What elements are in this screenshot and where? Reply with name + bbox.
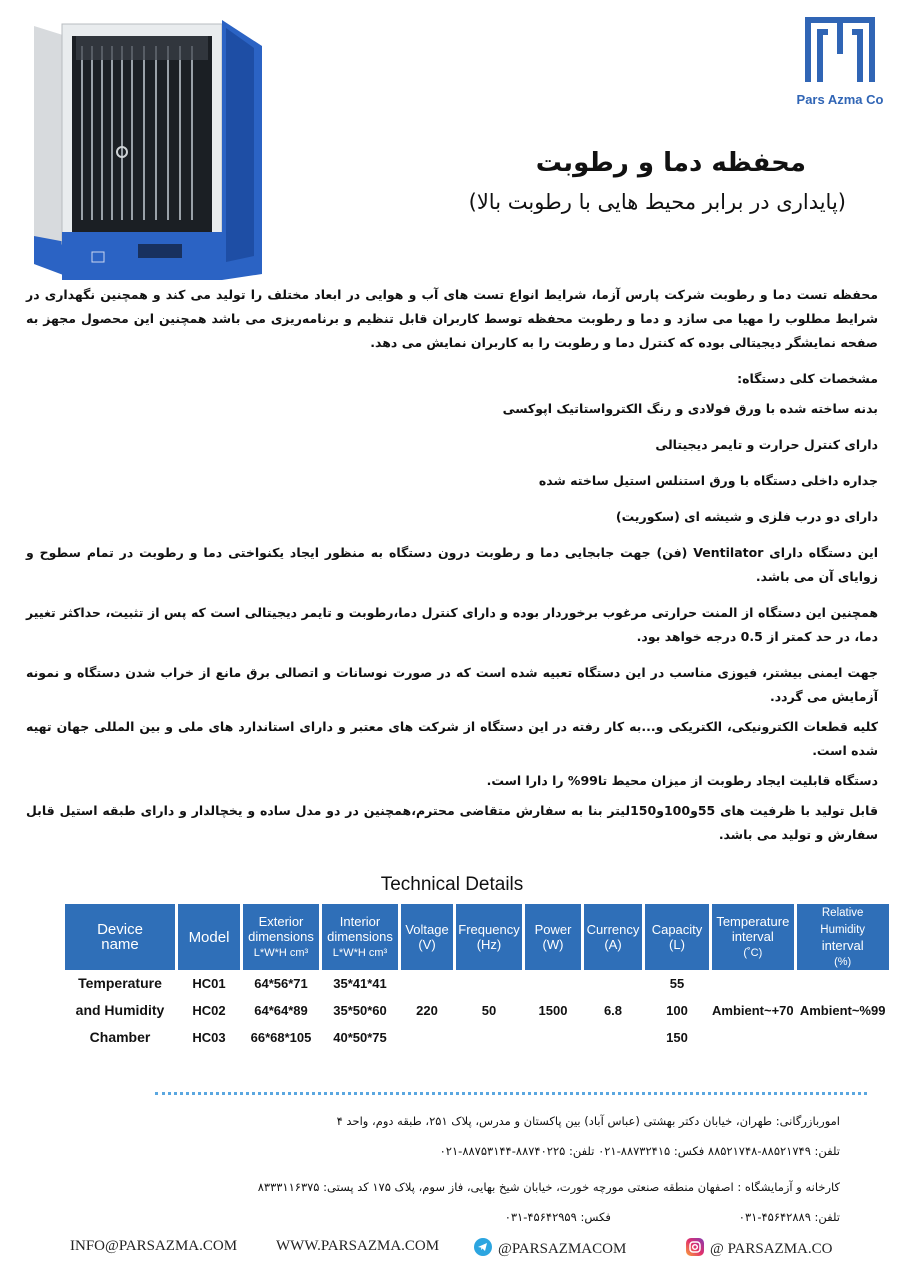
capacity-cell: 150 (666, 1030, 688, 1045)
col-capacity: Capacity (L) (645, 904, 709, 970)
email-link[interactable]: INFO@PARSAZMA.COM (70, 1238, 238, 1254)
website-link[interactable]: WWW.PARSAZMA.COM (276, 1238, 440, 1254)
model-cell: HC01 (192, 976, 226, 991)
table-header-row (65, 904, 889, 970)
factory-address: کارخانه و آزمایشگاه : اصفهان منطقه صنعتی مورچه خورت، خیابان شیخ بهایی، فاز سوم، پلاک ۱۷۵ کد پستی: ۸۳۳۳۱۱۶۳۷۵ (257, 1180, 840, 1194)
exterior-cell: 64*64*89 (254, 1003, 308, 1018)
interior-cell: 40*50*75 (333, 1030, 387, 1045)
model-cell: HC03 (192, 1030, 226, 1045)
col-frequency: Frequency (Hz) (456, 904, 522, 970)
col-temperature: Temperature interval (˚C) (712, 904, 794, 970)
col-voltage: Voltage (V) (401, 904, 453, 970)
page-title: محفظه دما و رطوبت (535, 148, 806, 178)
ventilator-paragraph: این دستگاه دارای Ventilator (فن) جهت جابجایی دما و رطوبت درون دستگاه به منظور ایجاد یکنواختی دما و رطوبت در تمام سطوح و زوایای آن می باشد. (26, 545, 878, 584)
col-interior: Interior dimensions L*W*H cm³ (322, 904, 398, 970)
table-title: Technical Details (380, 874, 524, 895)
logo-mark-icon (800, 14, 880, 86)
heater-paragraph: همچنین این دستگاه از المنت حرارتی مرغوب برخوردار بوده و دارای کنترل دما،رطوبت و تایمر دیجیتالی است که پس از تثبیت، حداکثر تغییر دما، در حد کمتر از 0.5 درجه خواهد بود. (26, 605, 878, 644)
voltage-cell: 220 (416, 1003, 438, 1018)
col-device-name: Device name (65, 904, 175, 970)
interior-cell: 35*41*41 (333, 976, 387, 991)
capacity-cell: 100 (666, 1003, 688, 1018)
capacity-cell: 55 (669, 976, 685, 991)
exterior-cell: 64*56*71 (254, 976, 308, 991)
spec-item: دارای کنترل حرارت و تایمر دیجیتالی (655, 437, 878, 452)
page-subtitle: (پایداری در برابر محیط هایی با رطوبت بالا) (468, 190, 846, 214)
frequency-cell: 50 (481, 1003, 497, 1018)
temperature-cell: Ambient~+70 (712, 1003, 794, 1018)
currency-cell: 6.8 (603, 1003, 623, 1018)
company-logo (788, 14, 892, 124)
product-image (26, 6, 266, 286)
dotted-divider (155, 1092, 867, 1095)
model-cell: HC02 (192, 1003, 226, 1018)
interior-cell: 35*50*60 (333, 1003, 387, 1018)
telegram-icon (474, 1238, 492, 1256)
telegram-handle: @PARSAZMACOM (498, 1241, 627, 1257)
col-humidity: Relative Humidity interval (%) (797, 904, 889, 970)
spec-table (62, 904, 892, 1051)
col-power: Power (W) (525, 904, 581, 970)
device-name-cell: Temperature and Humidity Chamber (75, 975, 165, 1045)
spec-item: بدنه ساخته شده با ورق فولادی و رنگ الکترواستاتیک اپوکسی (502, 401, 878, 416)
humidity-cell: Ambient~%99 (799, 1003, 886, 1018)
office-phones: تلفن: ۸۸۵۲۱۷۴۹-۸۸۵۲۱۷۴۸ فکس: ۸۸۷۳۲۴۱۵-۰۲۱ تلفن: ۸۸۷۴۰۲۲۵-۸۸۷۵۳۱۴۴-۰۲۱ (439, 1144, 840, 1158)
col-exterior: Exterior dimensions L*W*H cm³ (243, 904, 319, 970)
spec-item: جداره داخلی دستگاه با ورق استنلس استیل ساخته شده (538, 473, 878, 488)
instagram-icon (686, 1238, 704, 1256)
power-cell: 1500 (538, 1003, 568, 1018)
capacity-paragraph: قابل تولید با ظرفیت های 55و100و150لیتر بنا به سفارش متقاضی محترم،همچنین در دو مدل ساده و یخچالدار و دارای طبقه استیل قابل سفارش و تولید می باشد. (26, 803, 878, 842)
exterior-cell: 66*68*105 (250, 1030, 312, 1045)
telegram-link[interactable] (474, 1238, 626, 1258)
col-model: Model (178, 904, 240, 970)
col-currency: Currency (A) (584, 904, 642, 970)
table-row (65, 970, 889, 997)
logo-text: Pars Azma Co (796, 92, 884, 107)
humidity-paragraph: دستگاه قابلیت ایجاد رطوبت از میزان محیط تا99% را دارا است. (486, 773, 878, 788)
instagram-handle: @ PARSAZMA.CO (710, 1241, 833, 1257)
parts-paragraph: کلیه قطعات الکترونیکی، الکتریکی و...به کار رفته در این دستگاه از شرکت های معتبر و دارای استاندارد های ملی و بین المللی جهان تهیه شده است. (26, 719, 878, 758)
intro-paragraph: محفظه تست دما و رطوبت شرکت پارس آزما، شرایط انواع تست های آب و هوایی در ابعاد مختلف را تولید می کند و همچنین نگهداری در شرایط مطلوب را مهیا می سازد و دما و رطوبت محفظه توسط کاربران قابل تنظیم و برنامه‌ریزی می باشد همچنین این محصول مجهز به صفحه نمایشگر دیجیتالی بوده که کنترل دما و رطوبت را به کاربران نمایش می دهد. (26, 287, 878, 350)
office-address: اموربازرگانی: طهران، خیابان دکتر بهشتی (عباس آباد) بین پاکستان و مدرس، پلاک ۲۵۱، طبقه دوم، واحد ۴ (336, 1114, 840, 1128)
safety-paragraph: جهت ایمنی بیشتر، فیوزی مناسب در این دستگاه تعبیه شده است که در صورت نوسانات و اتصالی برق مانع از خراب شدن دستگاه و نمونه آزمایش می گردد. (26, 665, 878, 704)
description (26, 283, 904, 859)
factory-phones: تلفن: ۴۵۶۴۲۸۸۹-۰۳۱ فکس: ۴۵۶۴۲۹۵۹-۰۳۱ (504, 1210, 840, 1224)
instagram-link[interactable] (686, 1238, 832, 1258)
specs-heading: مشخصات کلی دستگاه: (737, 371, 878, 386)
spec-item: دارای دو درب فلزی و شیشه ای (سکوریت) (615, 509, 878, 524)
